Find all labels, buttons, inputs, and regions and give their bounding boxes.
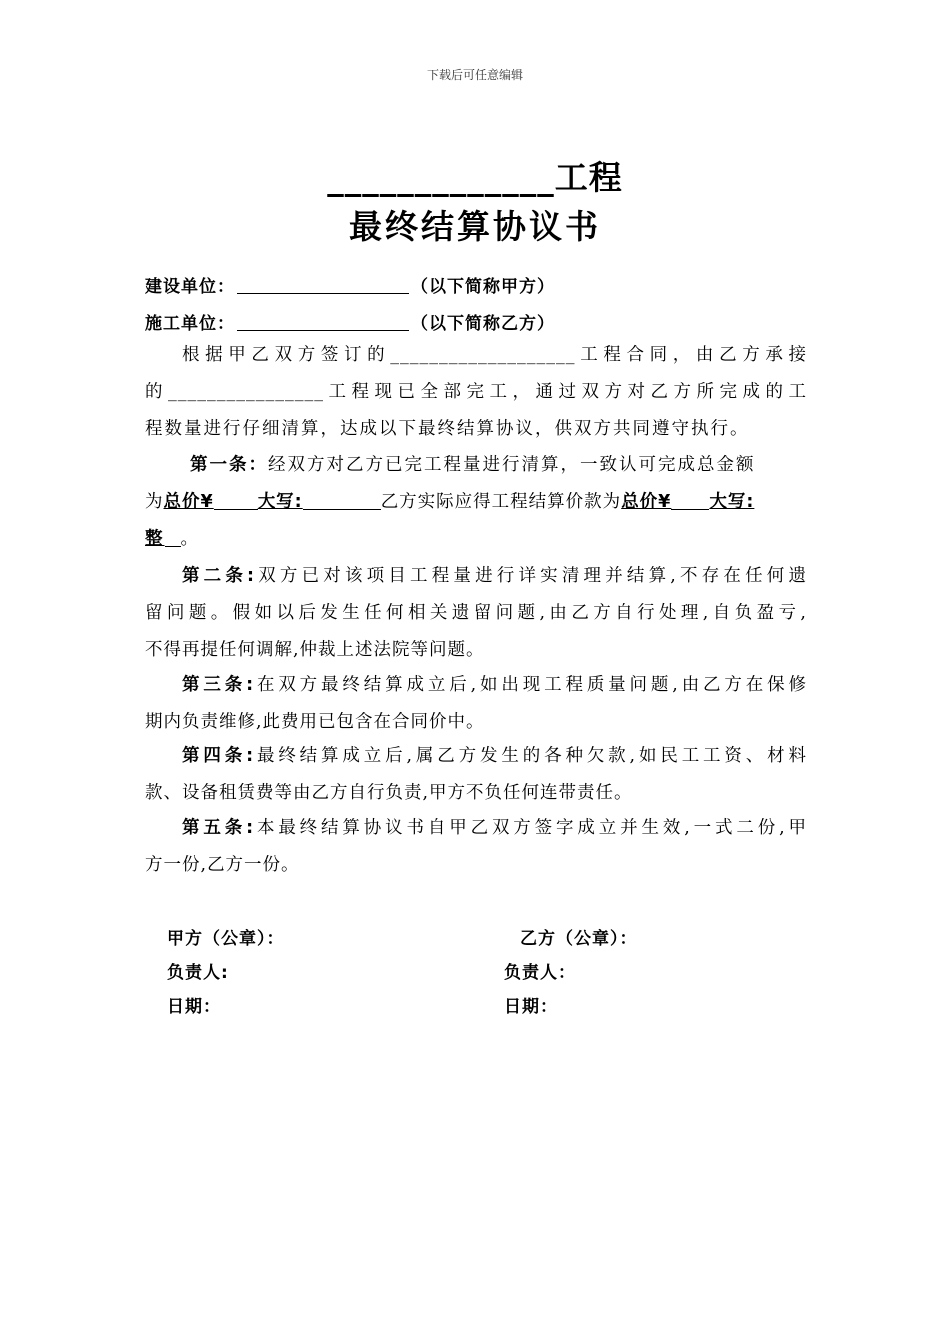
daxie-1-blank	[303, 493, 381, 510]
article-3-line-1	[182, 674, 807, 696]
article-3-line-2: 期内负责维修,此费用已包含在合同价中。	[145, 712, 485, 732]
article-3-text-1: 在双方最终结算成立后,如出现工程质量问题,由乙方在保修	[254, 675, 808, 695]
zheng: 整	[145, 529, 165, 549]
article-4-heading: 第四条:	[182, 746, 255, 766]
party-b-date: 日期：	[504, 997, 558, 1017]
article-4-line-2: 款、设备租赁费等由乙方自行负责,甲方不负任何连带责任。	[145, 783, 633, 803]
article-5-line-1	[182, 817, 807, 839]
article-2-text-1: 双方已对该项目工程量进行详实清理并结算,不存在任何遗	[255, 566, 807, 586]
total-price-2: 总价¥	[621, 492, 672, 512]
party-a-date: 日期：	[167, 997, 221, 1017]
article-1-prefix: 为	[145, 492, 164, 512]
party-a-suffix: （以下简称甲方）	[411, 277, 555, 297]
zheng-blank	[165, 530, 181, 547]
article-1-line-2	[145, 491, 807, 513]
article-2-heading: 第二条:	[182, 566, 256, 586]
total-price-2-blank	[671, 493, 709, 510]
party-b-suffix: （以下简称乙方）	[411, 314, 555, 334]
article-5-text-1: 本最终结算协议书自甲乙双方签字成立并生效,一式二份,甲	[254, 818, 808, 838]
header-note: 下载后可任意编辑	[426, 68, 523, 82]
party-a-seal: 甲方（公章）：	[167, 929, 285, 949]
article-2-line-3: 不得再提任何调解,仲裁上述法院等问题。	[145, 640, 485, 660]
article-1-middle: 乙方实际应得工程结算价款为	[380, 492, 622, 512]
document-title: 最终结算协议书	[349, 207, 601, 246]
article-2-line-1	[182, 565, 807, 587]
daxie-1: 大写:	[257, 492, 303, 512]
party-a-label: 建设单位：	[145, 277, 235, 297]
party-a-blank	[237, 277, 409, 294]
article-1-text: 经双方对乙方已完工程量进行清算，一致认可完成总金额	[268, 455, 756, 475]
intro-line-1: 根据甲乙双方签订的___________________工程合同，由乙方承接	[182, 345, 807, 365]
article-1-line-1	[190, 454, 807, 476]
daxie-2: 大写:	[709, 492, 755, 512]
party-b-blank	[237, 314, 409, 331]
party-a-line	[145, 272, 555, 297]
article-5-line-2: 方一份,乙方一份。	[145, 855, 300, 875]
article-2-line-2: 留问题。假如以后发生任何相关遗留问题,由乙方自行处理,自负盈亏,	[145, 603, 807, 623]
party-a-person: 负责人:	[167, 963, 229, 983]
party-b-person: 负责人：	[504, 963, 576, 983]
article-4-text-1: 最终结算成立后,属乙方发生的各种欠款,如民工工资、材料	[254, 746, 808, 766]
party-b-seal: 乙方（公章）：	[520, 929, 638, 949]
article-4-line-1	[182, 745, 807, 767]
total-price-1: 总价¥	[163, 492, 214, 512]
total-price-1-blank	[214, 493, 258, 510]
intro-line-3: 程数量进行仔细清算，达成以下最终结算协议，供双方共同遵守执行。	[145, 419, 750, 439]
intro-line-2: 的________________工程现已全部完工，通过双方对乙方所完成的工	[145, 382, 807, 402]
article-1-end: 。	[180, 529, 200, 549]
article-1-line-3	[145, 528, 807, 550]
party-b-label: 施工单位：	[145, 314, 235, 334]
article-5-heading: 第五条:	[182, 818, 255, 838]
article-3-heading: 第三条:	[182, 675, 255, 695]
party-b-line	[145, 309, 555, 334]
project-title: _____________工程	[327, 158, 623, 197]
article-1-heading: 第一条：	[190, 455, 268, 475]
